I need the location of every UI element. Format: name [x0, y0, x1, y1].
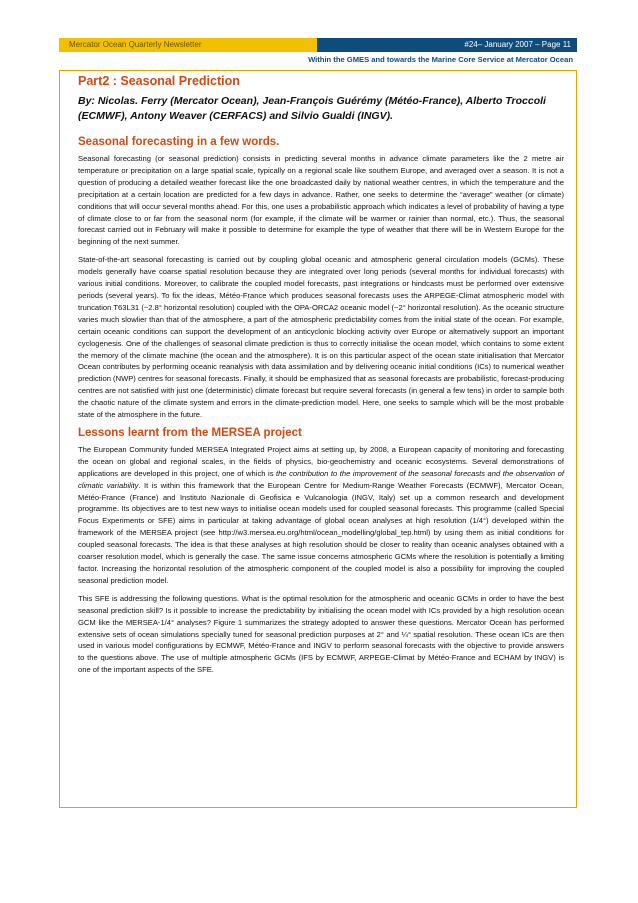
page-header: [59, 38, 577, 64]
emphasis-text: the contribution to the improvement of the seasonal forecasts and the observation of climatic variability: [78, 468, 564, 490]
article-content: [78, 74, 564, 676]
paragraph: Seasonal forecasting (or seasonal prediction) consists in predicting several months in advance climate parameters like the 2 metre air temperature or precipitation on a large spatial scale, typically on a regional scale like southern Europe, and averaged over a season. It is not a question of producing a detailed weather forecast like the one broadcasted daily by national weather centres, in which the temperature and the precipitation at a certain location are predicted for a few days in advance. Rather, one seeks to determine the “average” weather (or climate) conditions that will occur several months ahead. For this, one uses a probabilistic approach which indicates a level of probability of having a type of climate close to or far from the seasonal norm (for example, if the climate will be warmer or rainier than normal, etc.). Thus, the seasonal forecast carried out in February will make it possible to determine for example the type of weather that there will be in Western Europe for the beginning of the next summer.: [78, 154, 564, 247]
paragraph: This SFE is addressing the following questions. What is the optimal resolution for the atmospheric and oceanic GCMs in order to have the best seasonal prediction skill? Is it possible to increase the predictability by initialising the ocean model with ICs provided by a high resolution ocean GCM like the MERSEA-1/4° analyses? Figure 1 summarizes the strategy adopted to answer these questions. Mercator Ocean has performed extensive sets of ocean simulations specially tuned for seasonal prediction purposes at 2° and ¼° spatial resolution. These ocean ICs are then used in various model configurations by ECMWF, Météo-France and INGV to perform seasonal forecasts with the objective to provide answers to the questions above. The use of multiple atmospheric GCMs (IFS by ECMWF, ARPEGE-Climat by Météo-France and ECHAM by INGV) is one of the important aspects of the SFE.: [78, 593, 564, 675]
paragraph-text: The European Community funded MERSEA Integrated Project aims at setting up, by 2008, a European capacity of monitoring and forecasting the ocean on global and regional scales, in the fields of physics, bio-geochemistry and oceanic ecosystems. Several demonstrations of applications are developed in this project, one of which is: [78, 444, 564, 478]
newsletter-name: Mercator Ocean Quarterly Newsletter: [59, 38, 317, 52]
authors-line: By: Nicolas. Ferry (Mercator Ocean), Jean-François Guérémy (Météo-France), Alberto Troccoli (ECMWF), Antony Weaver (CERFACS) and Silvio Gualdi (INGV).: [78, 95, 546, 122]
part-title: Part2 : Seasonal Prediction: [78, 74, 240, 88]
paragraph: State-of-the-art seasonal forecasting is carried out by coupling global oceanic and atmospheric general circulation models (GCMs). These models generally have coarse spatial resolution because they are integrated over long periods (several months for individual forecasts) with various initial conditions. Moreover, to calibrate the coupled model forecasts, past integrations or hindcasts must be performed over extensive periods (several years). To fix the ideas, Météo-France which produces seasonal forecasts uses the ARPEGE-Climat atmospheric model with truncation T63L31 (~2.8° horizontal resolution) coupled with the OPA-ORCA2 oceanic model (~2° horizontal resolution). As the oceanic structure varies much slowlier than that of the atmosphere, a part of the atmospheric predictability comes from the initial state of the ocean. For example, certain oceanic conditions can support the development of an anticyclonic blocking activity over Europe or alternatively support an important cyclogenesis. One of the challenges of seasonal climate prediction is thus to correctly initialise the ocean model, which contains to some extent the memory of the climate machine (the ocean and the atmosphere). It is on this particular aspect of the ocean state initialisation that Mercator Ocean contributes by performing oceanic reanalysis with data assimilation and by delivering oceanic initial conditions (ICs) to numerical weather prediction (NWP) centres for seasonal forecasts. Finally, it should be emphasized that as seasonal forecasts are probabilistic, forecast-producing centres are not satisfied with just one (deterministic) climate forecast but require several forecasts (in general a few tens) in order to sample both the chaotic nature of the climate system and errors in the climate-prediction model. Here, one seeks to sample which will be the most probable state of the atmosphere in the future.: [78, 255, 564, 420]
paragraph-text: . It is within this framework that the European Centre for Medium-Range Weather Forecasts (ECMWF), Mercator Ocean, Météo-France (France) and Instituto Nazionale di Geofisica e Vulcanologia (INGV, Italy) set up a common research and development programme. Its objectives are to test new ways to initialise ocean models used for coupled seasonal forecasts. This programme (called Special Focus Experiments or SFE) aims in particular at taking advantage of global ocean analyses at high resolution (1/4°) developed within the framework of the MERSEA project (see http://w3.mersea.eu.org/html/ocean_modelling/global_tep.html) by using them as initial conditions for coupled seasonal forecasts. The idea is that these analyses at high resolution should be closer to reality than oceanic analyses obtained with a coarser resolution model, which is generally the case. The same issue concerns atmospheric GCMs where the resolution is potentially a limiting factor. Increasing the horizontal resolution of the atmospheric component of the coupled model is also a possibility for improving the coupled seasonal prediction model.: [78, 480, 564, 585]
header-subtitle: Within the GMES and towards the Marine Core Service at Mercator Ocean: [308, 55, 573, 64]
section-heading-mersea-lessons: Lessons learnt from the MERSEA project: [78, 426, 302, 439]
section-heading-seasonal-forecasting: Seasonal forecasting in a few words.: [78, 136, 280, 148]
paragraph: [78, 444, 564, 587]
header-bar: [59, 38, 577, 52]
issue-page-label: #24– January 2007 – Page 11: [464, 40, 571, 49]
